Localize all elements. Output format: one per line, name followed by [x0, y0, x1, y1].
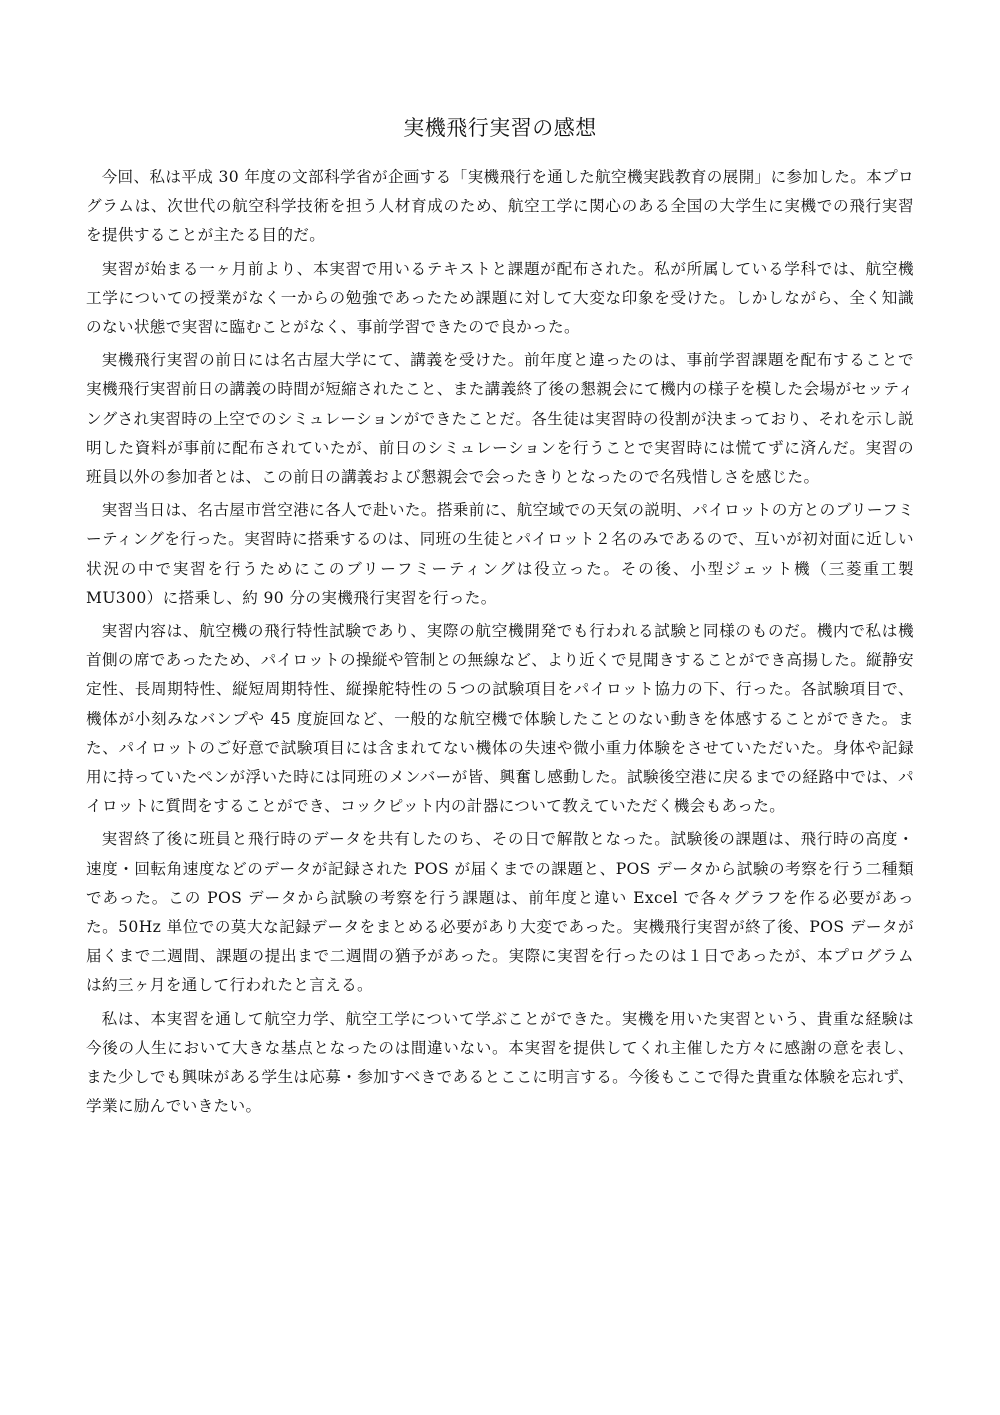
document-title: 実機飛行実習の感想 — [403, 116, 597, 140]
document-body — [86, 163, 914, 1126]
paragraph-7: 私は、本実習を通して航空力学、航空工学について学ぶことができた。実機を用いた実習という、貴重な経験は今後の人生において大きな基点となったのは間違いない。本実習を提供してくれ主催した方々に感謝の意を表し、また少しでも興味がある学生は応募・参加すべきであるとここに明言する。今後もここで得た貴重な体験を忘れず、学業に励んでいきたい。 — [86, 1009, 914, 1116]
paragraph-3: 実機飛行実習の前日には名古屋大学にて、講義を受けた。前年度と違ったのは、事前学習課題を配布することで実機飛行実習前日の講義の時間が短縮されたこと、また講義終了後の懇親会にて機内の様子を模した会場がセッティングされ実習時の上空でのシミュレーションができたことだ。各生徒は実習時の役割が決まっており、それを示し説明した資料が事前に配布されていたが、前日のシミュレーションを行うことで実習時には慌てずに済んだ。実習の班員以外の参加者とは、この前日の講義および懇親会で会ったきりとなったので名残惜しさを感じた。 — [86, 351, 914, 487]
paragraph-2: 実習が始まる一ヶ月前より、本実習で用いるテキストと課題が配布された。私が所属している学科では、航空機工学についての授業がなく一からの勉強であったため課題に対して大変な印象を受けた。しかしながら、全く知識のない状態で実習に臨むことがなく、事前学習できたので良かった。 — [86, 259, 914, 337]
paragraph-4: 実習当日は、名古屋市営空港に各人で赴いた。搭乗前に、航空域での天気の説明、パイロットの方とのブリーフミーティングを行った。実習時に搭乗するのは、同班の生徒とパイロット２名のみであるので、互いが初対面に近しい状況の中で実習を行うためにこのブリーフミーティングは役立った。その後、小型ジェット機（三菱重工製 MU300）に搭乗し、約 90 分の実機飛行実習を行った。 — [86, 501, 914, 607]
paragraph-1: 今回、私は平成 30 年度の文部科学省が企画する「実機飛行を通した航空機実践教育の展開」に参加した。本プログラムは、次世代の航空科学技術を担う人材育成のため、航空工学に関心のある全国の大学生に実機での飛行実習を提供することが主たる目的だ。 — [86, 168, 914, 245]
paragraph-5: 実習内容は、航空機の飛行特性試験であり、実際の航空機開発でも行われる試験と同様のものだ。機内で私は機首側の席であったため、パイロットの操縦や管制との無線など、より近くで見聞きすることができ高揚した。縦静安定性、長周期特性、縦短周期特性、縦操舵特性の５つの試験項目をパイロット協力の下、行った。各試験項目で、機体が小刻みなバンプや 45 度旋回など、一般的な航空機で体験したことのない動きを体感することができた。また、パイロットのご好意で試験項目には含まれてない機体の失速や微小重力体験をさせていただいた。身体や記録用に持っていたペンが浮いた時には同班のメンバーが皆、興奮し感動した。試験後空港に戻るまでの経路中では、パイロットに質問をすることができ、コックピット内の計器について教えていただく機会もあった。 — [86, 622, 914, 816]
paragraph-6: 実習終了後に班員と飛行時のデータを共有したのち、その日で解散となった。試験後の課題は、飛行時の高度・速度・回転角速度などのデータが記録された POS が届くまでの課題と、POS データから試験の考察を行う二種類であった。この POS データから試験の考察を行う課題は、前年度と違い Excel で各々グラフを作る必要があった。50Hz 単位での莫大な記録データをまとめる必要があり大変であった。実機飛行実習が終了後、POS データが届くまで二週間、課題の提出まで二週間の猶予があった。実際に実習を行ったのは１日であったが、本プログラムは約三ヶ月を通して行われたと言える。 — [86, 830, 914, 995]
